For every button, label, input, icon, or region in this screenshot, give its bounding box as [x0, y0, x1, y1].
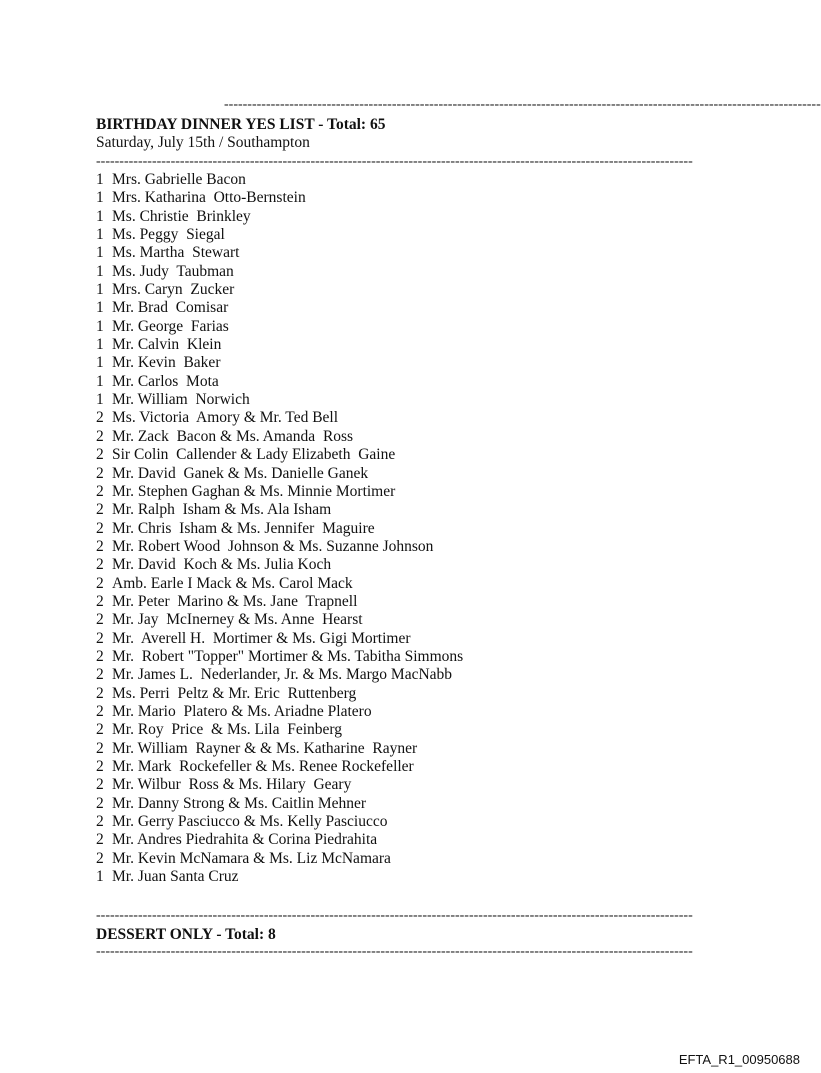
- guest-list-item: [96, 336, 463, 354]
- guest-list-item: [96, 226, 463, 244]
- guest-list-item: [96, 611, 463, 629]
- guest-count: 2: [96, 849, 104, 867]
- guest-list-item: [96, 244, 463, 262]
- guest-list-item: [96, 685, 463, 703]
- guest-name: Mr. Carlos Mota: [112, 372, 219, 390]
- guest-list-item: [96, 666, 463, 684]
- guest-count: 2: [96, 482, 104, 500]
- guest-count: 1: [96, 262, 104, 280]
- guest-name: Mr. Gerry Pasciucco & Ms. Kelly Pasciucco: [112, 813, 388, 831]
- guest-count: 1: [96, 317, 104, 335]
- guest-list-item: [96, 740, 463, 758]
- guest-count: 2: [96, 758, 104, 775]
- guest-name: Sir Colin Callender & Lady Elizabeth Gaine: [112, 446, 396, 464]
- guest-count: 2: [96, 427, 104, 445]
- list-title: BIRTHDAY DINNER YES LIST - Total: 65: [96, 116, 386, 133]
- guest-list-item: [96, 189, 463, 207]
- guest-list-item: [96, 354, 463, 372]
- guest-name: Mrs. Gabrielle Bacon: [112, 171, 246, 188]
- guest-list-item: [96, 281, 463, 299]
- guest-count: 2: [96, 537, 104, 555]
- guest-name: Ms. Christie Brinkley: [112, 207, 251, 225]
- guest-list-item: [96, 703, 463, 721]
- guest-name: Mr. George Farias: [112, 317, 229, 335]
- guest-name: Mr. Kevin Baker: [112, 354, 221, 372]
- guest-name: Mr. Juan Santa Cruz: [112, 868, 239, 886]
- guest-list-item: [96, 501, 463, 519]
- guest-name: Mr. Chris Isham & Ms. Jennifer Maguire: [112, 519, 375, 537]
- guest-count: 2: [96, 464, 104, 482]
- guest-count: 2: [96, 666, 104, 684]
- guest-count: 2: [96, 794, 104, 812]
- guest-name: Mrs. Katharina Otto-Bernstein: [112, 189, 306, 207]
- guest-name: Ms. Peggy Siegal: [112, 226, 225, 244]
- guest-list-item: [96, 758, 463, 776]
- guest-name: Mrs. Caryn Zucker: [112, 281, 235, 299]
- guest-list-item: [96, 868, 463, 886]
- guest-count: 2: [96, 574, 104, 592]
- guest-count: 2: [96, 556, 104, 574]
- guest-list-item: [96, 520, 463, 538]
- guest-name: Mr. Zack Bacon & Ms. Amanda Ross: [112, 427, 354, 445]
- guest-name: Mr. William Rayner & & Ms. Katharine Rayner: [112, 739, 418, 757]
- guest-name: Ms. Perri Peltz & Mr. Eric Ruttenberg: [112, 684, 357, 702]
- guest-name: Mr. Robert Wood Johnson & Ms. Suzanne Johnson: [112, 537, 434, 555]
- guest-count: 2: [96, 409, 104, 427]
- guest-name: Mr. Roy Price & Ms. Lila Feinberg: [112, 721, 343, 739]
- guest-list-item: [96, 538, 463, 556]
- guest-list-item: [96, 721, 463, 739]
- guest-name: Mr. Stephen Gaghan & Ms. Minnie Mortimer: [112, 482, 396, 500]
- guest-name: Mr. Averell H. Mortimer & Ms. Gigi Mortimer: [112, 629, 411, 647]
- guest-count: 2: [96, 647, 104, 665]
- guest-name: Mr. Kevin McNamara & Ms. Liz McNamara: [112, 849, 391, 867]
- guest-name: Mr. Mark Rockefeller & Ms. Renee Rockefeller: [112, 758, 414, 775]
- guest-name: Ms. Judy Taubman: [112, 262, 234, 280]
- guest-list-item: [96, 483, 463, 501]
- guest-name: Amb. Earle I Mack & Ms. Carol Mack: [112, 574, 353, 592]
- guest-list-item: [96, 831, 463, 849]
- guest-count: 1: [96, 868, 104, 886]
- guest-list-item: [96, 299, 463, 317]
- guest-count: 1: [96, 299, 104, 317]
- guest-name: Mr. Ralph Isham & Ms. Ala Isham: [112, 501, 332, 519]
- guest-list-item: [96, 575, 463, 593]
- guest-count: 2: [96, 629, 104, 647]
- guest-name: Mr. Calvin Klein: [112, 336, 222, 354]
- top-divider-line: --------------------------------------------------------------------------------------------------------------------------------: [224, 97, 821, 112]
- guest-name: Ms. Martha Stewart: [112, 244, 240, 262]
- guest-name: Mr. Robert "Topper" Mortimer & Ms. Tabitha Simmons: [112, 647, 464, 665]
- guest-name: Mr. Wilbur Ross & Ms. Hilary Geary: [112, 776, 352, 794]
- guest-list-item: [96, 795, 463, 813]
- guest-list-item: [96, 391, 463, 409]
- guest-list-item: [96, 776, 463, 794]
- guest-count: 1: [96, 336, 104, 354]
- guest-count: 2: [96, 702, 104, 720]
- guest-count: 1: [96, 281, 104, 299]
- guest-count: 1: [96, 207, 104, 225]
- guest-name: Mr. Mario Platero & Ms. Ariadne Platero: [112, 702, 372, 720]
- document-id-footer: EFTA_R1_00950688: [678, 1052, 800, 1067]
- guest-count: 2: [96, 611, 104, 629]
- guest-count: 2: [96, 813, 104, 831]
- guest-list-item: [96, 208, 463, 226]
- guest-list-item: [96, 409, 463, 427]
- guest-count: 1: [96, 189, 104, 207]
- guest-count: 1: [96, 171, 104, 188]
- guest-list: [96, 171, 463, 886]
- guest-list-item: [96, 648, 463, 666]
- guest-list-item: [96, 465, 463, 483]
- dessert-bottom-divider-line: --------------------------------------------------------------------------------------------------------------------------------: [96, 944, 693, 959]
- guest-count: 1: [96, 354, 104, 372]
- guest-count: 1: [96, 391, 104, 409]
- guest-list-item: [96, 630, 463, 648]
- guest-count: 2: [96, 831, 104, 849]
- guest-name: Mr. Andres Piedrahita & Corina Piedrahita: [112, 831, 378, 849]
- guest-list-item: [96, 556, 463, 574]
- dessert-heading: DESSERT ONLY - Total: 8: [96, 926, 276, 943]
- guest-list-item: [96, 813, 463, 831]
- guest-name: Mr. William Norwich: [112, 391, 250, 409]
- guest-name: Mr. Brad Comisar: [112, 299, 229, 317]
- guest-list-item: [96, 373, 463, 391]
- guest-list-item: [96, 318, 463, 336]
- event-date-location: Saturday, July 15th / Southampton: [96, 134, 310, 151]
- guest-count: 2: [96, 721, 104, 739]
- guest-count: 1: [96, 372, 104, 390]
- dessert-top-divider-line: --------------------------------------------------------------------------------------------------------------------------------: [96, 908, 693, 923]
- guest-name: Mr. David Koch & Ms. Julia Koch: [112, 556, 332, 574]
- guest-list-item: [96, 428, 463, 446]
- guest-count: 2: [96, 501, 104, 519]
- guest-name: Mr. David Ganek & Ms. Danielle Ganek: [112, 464, 369, 482]
- guest-name: Mr. James L. Nederlander, Jr. & Ms. Margo MacNabb: [112, 666, 453, 684]
- guest-name: Mr. Jay McInerney & Ms. Anne Hearst: [112, 611, 363, 629]
- guest-count: 2: [96, 592, 104, 610]
- title-divider-line: --------------------------------------------------------------------------------------------------------------------------------: [96, 154, 693, 169]
- guest-list-item: [96, 446, 463, 464]
- guest-list-item: [96, 850, 463, 868]
- guest-list-item: [96, 171, 463, 189]
- guest-name: Ms. Victoria Amory & Mr. Ted Bell: [112, 409, 339, 427]
- guest-count: 2: [96, 446, 104, 464]
- guest-name: Mr. Danny Strong & Ms. Caitlin Mehner: [112, 794, 367, 812]
- guest-count: 1: [96, 226, 104, 244]
- guest-name: Mr. Peter Marino & Ms. Jane Trapnell: [112, 592, 358, 610]
- guest-count: 2: [96, 739, 104, 757]
- guest-list-item: [96, 263, 463, 281]
- guest-list-item: [96, 593, 463, 611]
- guest-count: 1: [96, 244, 104, 262]
- guest-count: 2: [96, 776, 104, 794]
- guest-count: 2: [96, 519, 104, 537]
- guest-count: 2: [96, 684, 104, 702]
